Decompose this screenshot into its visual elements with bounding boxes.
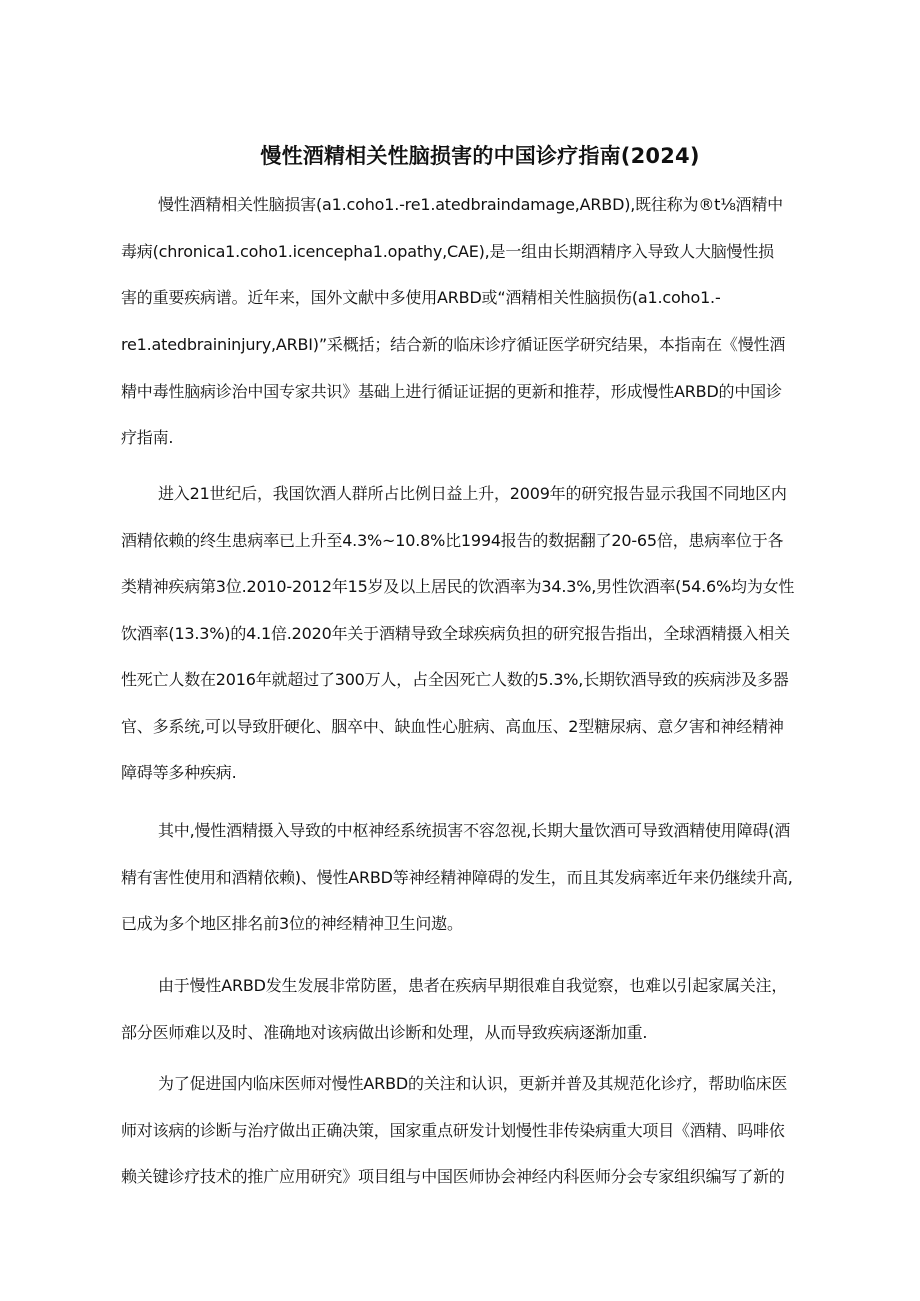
paragraph-line: 部分医师难以及时、准确地对该病做出诊断和处理，从而导致疾病逐渐加重. (121, 1023, 648, 1042)
paragraph-line: 毒病(chronica1.coho1.icencepha1.opathy,CAE),是一组由长期酒精序入导致人大脑慢性损 (121, 242, 774, 261)
document-title: 慢性酒精相关性脑损害的中国诊疗指南(2024) (260, 144, 700, 169)
paragraph-line: 已成为多个地区排名前3位的神经精神卫生问遨。 (121, 914, 463, 933)
paragraph-line: 性死亡人数在2016年就超过了300万人，占全因死亡人数的5.3%,长期钦酒导致的疾病涉及多器 (121, 670, 789, 689)
paragraph-epidemiology (121, 484, 856, 783)
paragraph-line: 饮酒率(13.3%)的4.1倍.2020年关于酒精导致全球疾病负担的研究报告指出，全球酒精摄入相关 (121, 624, 790, 643)
paragraph-line: 精有害性使用和酒精依赖)、慢性ARBD等神经精神障碍的发生，而且其发病率近年来仍继续升高, (121, 868, 793, 887)
paragraph-line: 其中,慢性酒精摄入导致的中枢神经系统损害不容忽视,长期大量饮酒可导致酒精使用障碍(酒 (158, 821, 791, 840)
paragraph-line: 精中毒性脑病诊治中国专家共识》基础上进行循证证据的更新和推荐，形成慢性ARBD的中国诊 (121, 382, 782, 401)
paragraph-line: 障碍等多种疾病. (121, 763, 237, 782)
paragraph-line: 官、多系统,可以导致肝硬化、胭卒中、缺血性心脏病、高血压、2型糖尿病、意夕害和神经精神 (121, 717, 784, 736)
paragraph-line: 进入21世纪后，我国饮酒人群所占比例日益上升，2009年的研究报告显示我国不同地区内 (158, 484, 787, 503)
paragraph-line: 由于慢性ARBD发生发展非常防匿，患者在疾病早期很难自我觉察，也难以引起家属关注， (158, 976, 788, 995)
paragraph-line: 为了促进国内临床医师对慢性ARBD的关注和认识，更新并普及其规范化诊疗，帮助临床医 (158, 1074, 788, 1093)
paragraph-line: 赖关键诊疗技术的推广应用研究》项目组与中国医师协会神经内科医师分会专家组织编写了新的 (121, 1167, 785, 1186)
paragraph-intro (121, 195, 856, 448)
paragraph-line: 害的重要疾病谱。近年来，国外文献中多使用ARBD或“酒精相关性脑损伤(a1.coho1.- (121, 288, 721, 307)
paragraph-line: 酒精依赖的终生患病率已上升至4.3%~10.8%比1994报告的数据翻了20-65倍，患病率位于各 (121, 531, 784, 550)
paragraph-diagnosis-difficulty (121, 976, 856, 1043)
paragraph-guideline-purpose (121, 1074, 856, 1187)
paragraph-line: 慢性酒精相关性脑损害(a1.coho1.-re1.atedbraindamage,ARBD),既往称为®t⅛酒精中 (158, 195, 783, 214)
paragraph-line: 类精神疾病第3位.2010-2012年15岁及以上居民的饮酒率为34.3%,男性饮酒率(54.6%均为女性 (121, 577, 795, 596)
paragraph-line: re1.atedbraininjury,ARBI)”采概括；结合新的临床诊疗循证医学研究结果，本指南在《慢性酒 (121, 335, 786, 354)
paragraph-cns-damage (121, 821, 856, 934)
paragraph-line: 师对该病的诊断与治疗做出正确决策，国家重点研发计划慢性非传染病重大项目《酒精、吗啡依 (121, 1121, 785, 1140)
paragraph-line: 疗指南. (121, 428, 174, 447)
